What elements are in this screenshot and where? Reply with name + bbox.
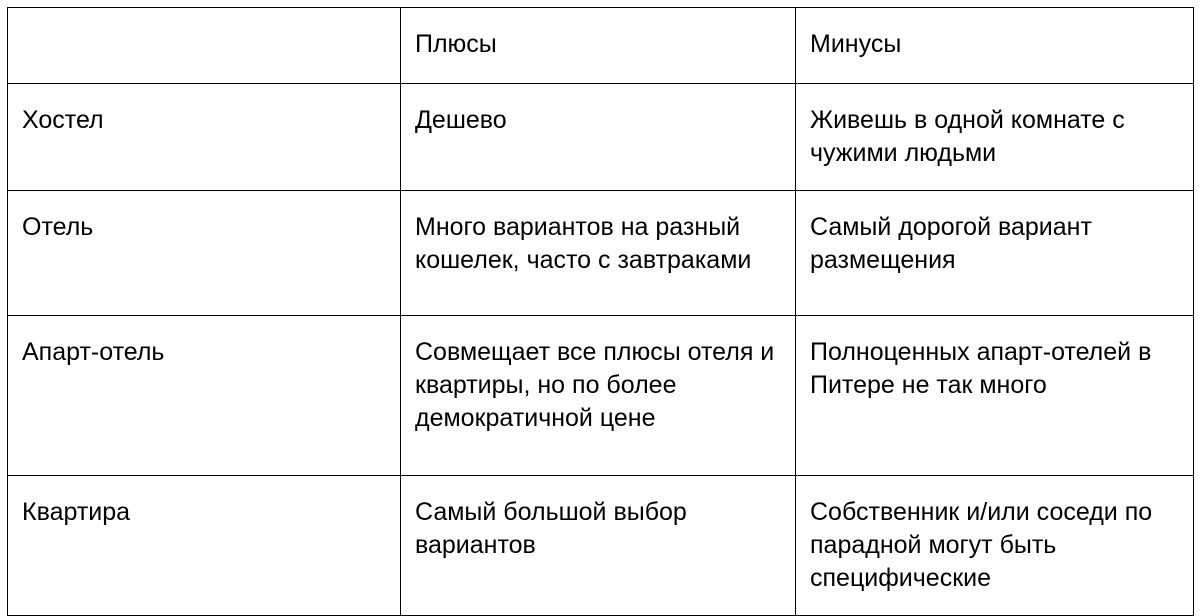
row-cons-cell: Полноценных апарт-отелей в Питере не так много <box>796 316 1194 476</box>
row-pros-cell: Самый большой выбор вариантов <box>401 476 796 616</box>
table-row <box>8 191 1194 316</box>
row-name-cell: Квартира <box>8 476 401 616</box>
row-name-cell: Отель <box>8 191 401 316</box>
row-pros-cell: Много вариантов на разный кошелек, часто с завтраками <box>401 191 796 316</box>
table-row <box>8 476 1194 616</box>
row-name-cell: Хостел <box>8 84 401 191</box>
row-cons-cell: Живешь в одной комнате с чужими людьми <box>796 84 1194 191</box>
row-pros-cell: Совмещает все плюсы отеля и квартиры, но по более демократичной цене <box>401 316 796 476</box>
table-row <box>8 316 1194 476</box>
row-pros-cell: Дешево <box>401 84 796 191</box>
header-cell-empty <box>8 8 401 84</box>
header-cell-cons: Минусы <box>796 8 1194 84</box>
row-name-cell: Апарт-отель <box>8 316 401 476</box>
header-cell-pros: Плюсы <box>401 8 796 84</box>
table-row <box>8 84 1194 191</box>
row-cons-cell: Собственник и/или соседи по парадной могут быть специфические <box>796 476 1194 616</box>
comparison-table <box>7 7 1194 616</box>
row-cons-cell: Самый дорогой вариант размещения <box>796 191 1194 316</box>
table-header-row <box>8 8 1194 84</box>
